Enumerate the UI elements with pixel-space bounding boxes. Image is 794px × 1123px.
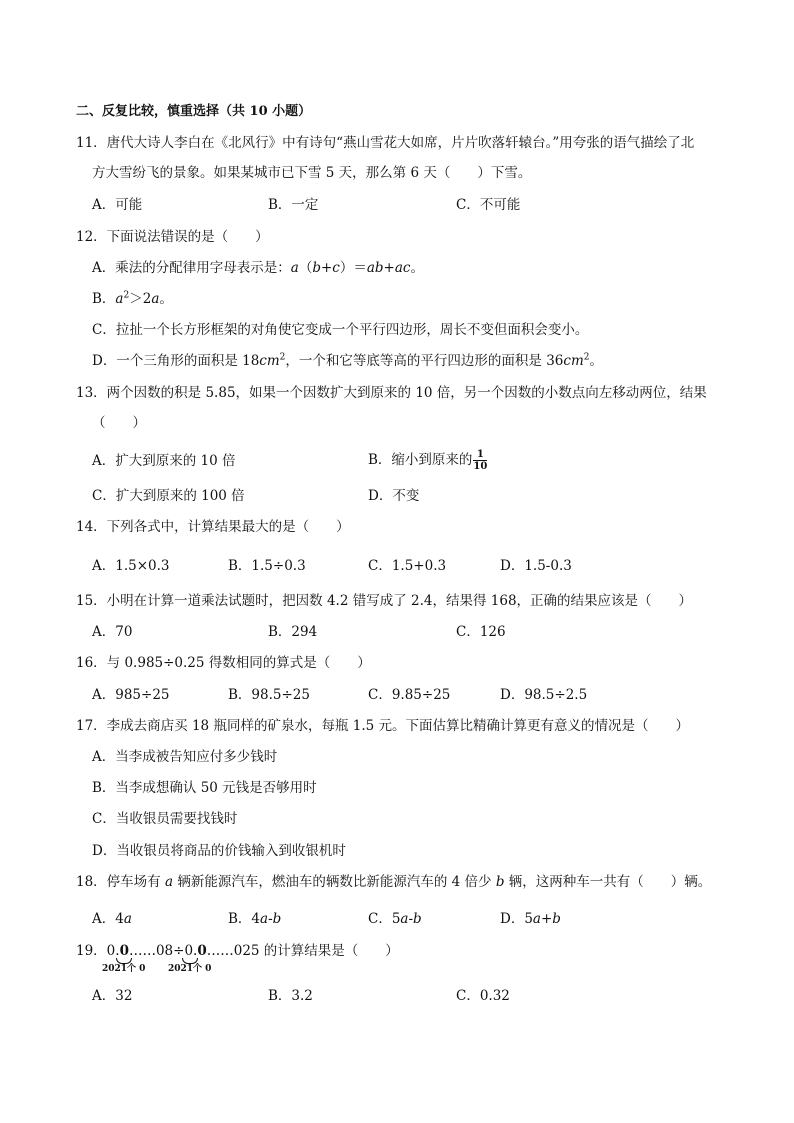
- fraction-numerator: 1: [473, 449, 487, 461]
- q15-option-b[interactable]: B．294: [268, 624, 318, 640]
- q12-optD-text: D．一个三角形的面积是 18: [92, 353, 260, 369]
- var-b: b: [495, 874, 505, 890]
- fraction-one-tenth: [473, 449, 487, 472]
- q14-option-d[interactable]: D．1.5-0.3: [500, 558, 572, 574]
- section-title: 二、反复比较，慎重选择（共 10 小题）: [76, 104, 312, 119]
- q16-option-a[interactable]: A．985÷25: [92, 687, 170, 703]
- zero-run-2: 0: [197, 943, 207, 959]
- q16-option-b[interactable]: B．98.5÷25: [228, 687, 310, 703]
- var-expr: a-b: [260, 911, 282, 927]
- q17-stem: 17．李成去商店买 18 瓶同样的矿泉水，每瓶 1.5 元。下面估算比精确计算更有意义的情况是（ ）: [76, 718, 689, 734]
- q12-option-a[interactable]: [92, 259, 424, 277]
- q19-stem-pre: 19．0.: [76, 943, 120, 959]
- q13-optB-text: B．缩小到原来的: [368, 452, 473, 468]
- q19-option-a[interactable]: A．32: [92, 988, 133, 1004]
- q18-option-d[interactable]: [500, 910, 561, 928]
- q17-option-c[interactable]: C．当收银员需要找钱时: [92, 811, 238, 827]
- var-expr: a: [123, 911, 132, 927]
- q13-option-d[interactable]: D．不变: [368, 488, 420, 504]
- q15-option-a[interactable]: A．70: [92, 624, 133, 640]
- q16-option-d[interactable]: D．98.5÷2.5: [500, 687, 588, 703]
- period: 。: [159, 291, 173, 307]
- q18-stem: [76, 873, 711, 891]
- q12-option-b[interactable]: [92, 290, 173, 308]
- period: 。: [410, 260, 424, 276]
- underbrace-label-2: 2021个 0: [168, 964, 212, 974]
- q12-optA-text: A．乘法的分配律用字母表示是：: [92, 260, 291, 276]
- var-a: a: [151, 291, 160, 307]
- underbrace-label-1: 2021个 0: [102, 964, 146, 974]
- q18-option-c[interactable]: [368, 910, 422, 928]
- q16-option-c[interactable]: C．9.85÷25: [368, 687, 451, 703]
- q12-option-c[interactable]: C．拉扯一个长方形框架的对角使它变成一个平行四边形，周长不变但面积会变小。: [92, 322, 589, 338]
- q17-option-b[interactable]: B．当李成想确认 50 元钱是否够用时: [92, 780, 317, 796]
- paren-open: （: [298, 260, 313, 276]
- exponent: 2: [583, 352, 590, 363]
- q18-optC-label: C．5: [368, 911, 401, 927]
- var-a: a: [290, 260, 299, 276]
- underbrace-count-1: [102, 958, 145, 974]
- unit-cm: cm: [563, 353, 584, 369]
- q15-option-c[interactable]: C．126: [456, 624, 506, 640]
- q13-line1: 13．两个因数的积是 5.85，如果一个因数扩大到原来的 10 倍，另一个因数的小数点向左移动两位，结果: [76, 385, 707, 401]
- var-a: a: [115, 291, 124, 307]
- var-expr: a-b: [400, 911, 422, 927]
- unit-cm: cm: [259, 353, 280, 369]
- var-bc: b+c: [312, 260, 340, 276]
- q14-option-a[interactable]: A．1.5×0.3: [92, 558, 170, 574]
- q16-stem: 16．与 0.985÷0.25 得数相同的算式是（ ）: [76, 655, 371, 671]
- q14-option-c[interactable]: C．1.5+0.3: [368, 558, 447, 574]
- q17-option-d[interactable]: D．当收银员将商品的价钱输入到收银机时: [92, 843, 346, 859]
- period: 。: [589, 353, 603, 369]
- exponent: 2: [279, 352, 286, 363]
- q19-stem-mid1: ……08÷0.: [128, 943, 198, 959]
- q18-stem-mid: 辆新能源汽车，燃油车的辆数比新能源汽车的 4 倍少: [173, 874, 496, 890]
- fraction-denominator: 10: [473, 461, 488, 472]
- paren-eq: ）＝: [339, 260, 367, 276]
- q17-option-a[interactable]: A．当李成被告知应付多少钱时: [92, 749, 278, 765]
- q18-optD-label: D．5: [500, 911, 533, 927]
- q15-stem: 15．小明在计算一道乘法试题时，把因数 4.2 错写成了 2.4，结果得 168，正确的结果应该是（ ）: [76, 593, 693, 609]
- q18-optA-label: A．4: [92, 911, 124, 927]
- q19-stem-mid2: ……025 的计算结果是（ ）: [206, 943, 399, 959]
- q12-optD-mid: ，一个和它等底等高的平行四边形的面积是 36: [285, 353, 564, 369]
- var-a: a: [164, 874, 174, 890]
- q19-option-b[interactable]: B．3.2: [268, 988, 313, 1004]
- q18-stem-end: 辆，这两种车一共有（ ）辆。: [504, 874, 712, 890]
- var-ab-ac: ab+ac: [366, 260, 411, 276]
- q11-line1: 11．唐代大诗人李白在《北风行》中有诗句“燕山雪花大如席，片片吹落轩辕台。”用夸张的语气描绘了北: [76, 135, 695, 151]
- q18-stem-pre: 18．停车场有: [76, 874, 165, 890]
- q12-stem: 12．下面说法错误的是（ ）: [76, 229, 269, 245]
- exponent: 2: [123, 290, 130, 301]
- q19-option-c[interactable]: C．0.32: [456, 988, 510, 1004]
- q13-line2: （ ）: [92, 415, 146, 431]
- q18-option-a[interactable]: [92, 910, 132, 928]
- q11-option-a[interactable]: A．可能: [92, 197, 143, 213]
- q11-option-b[interactable]: B．一定: [268, 197, 319, 213]
- q12-option-d[interactable]: [92, 352, 603, 370]
- q12-optB-label: B．: [92, 291, 116, 307]
- q11-line2: 方大雪纷飞的景象。如果某城市已下雪 5 天，那么第 6 天（ ）下雪。: [92, 165, 532, 181]
- zero-run-1: 0: [119, 943, 129, 959]
- q14-stem: 14．下列各式中，计算结果最大的是（ ）: [76, 519, 350, 535]
- q18-option-b[interactable]: [228, 910, 281, 928]
- q13-option-c[interactable]: C．扩大到原来的 100 倍: [92, 488, 245, 504]
- var-expr: a+b: [532, 911, 561, 927]
- gt-two: ＞2: [129, 291, 152, 307]
- q13-option-b[interactable]: [368, 445, 487, 475]
- q13-option-a[interactable]: A．扩大到原来的 10 倍: [92, 453, 236, 469]
- q14-option-b[interactable]: B．1.5÷0.3: [228, 558, 306, 574]
- underbrace-count-2: [168, 958, 211, 974]
- q18-optB-label: B．4: [228, 911, 261, 927]
- q11-option-c[interactable]: C．不可能: [456, 197, 521, 213]
